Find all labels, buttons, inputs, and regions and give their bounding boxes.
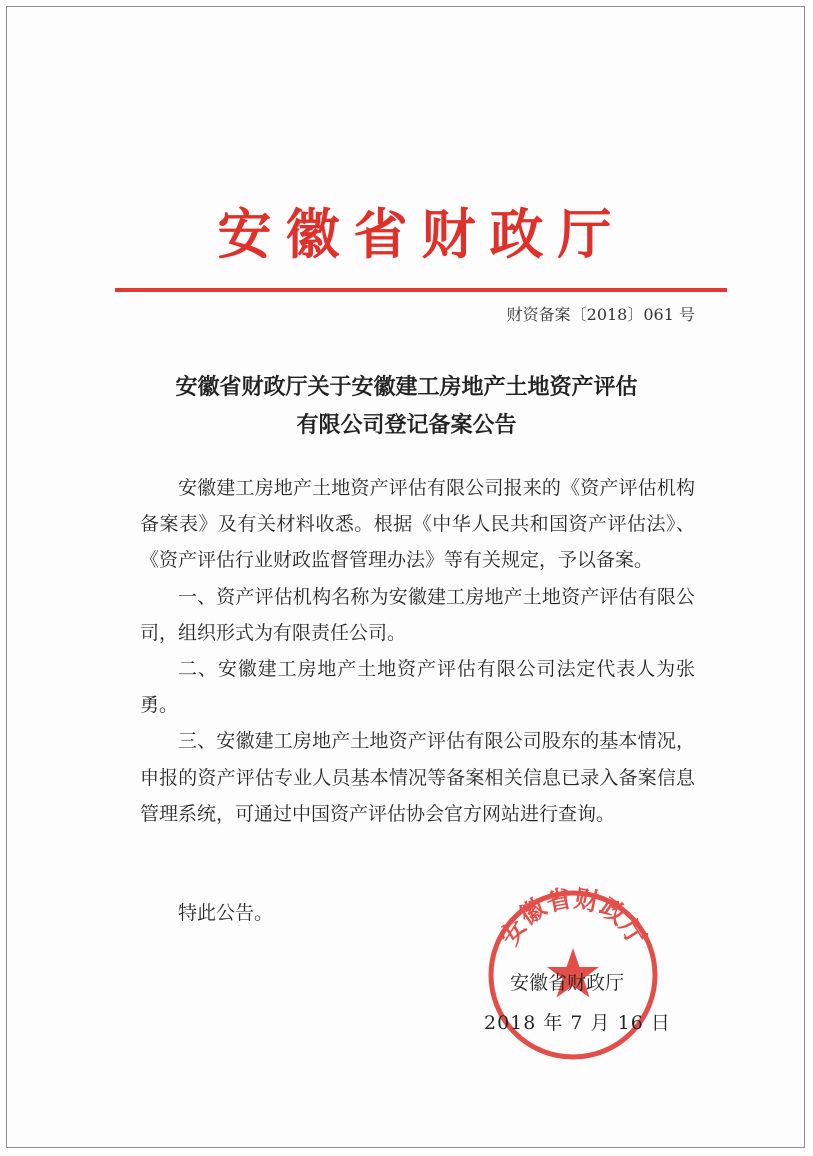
body-paragraph-intro: 安徽建工房地产土地资产评估有限公司报来的《资产评估机构备案表》及有关材料收悉。根据《中华人民共和国资产评估法》、《资产评估行业财政监督管理办法》等有关规定，予以备案。 — [140, 477, 695, 572]
body-paragraph-item-1: 一、资产评估机构名称为安徽建工房地产土地资产评估有限公司，组织形式为有限责任公司。 — [140, 585, 695, 644]
seal-text: 安徽省财政厅 — [494, 883, 652, 951]
document-title — [0, 368, 813, 444]
body-paragraph-item-3: 三、安徽建工房地产土地资产评估有限公司股东的基本情况，申报的资产评估专业人员基本情况等备案相关信息已录入备案信息管理系统，可通过中国资产评估协会官方网站进行查询。 — [140, 730, 695, 825]
signing-agency: 安徽省财政厅 — [510, 972, 625, 994]
document-title-line-2: 有限公司登记备案公告 — [296, 412, 517, 438]
document-body — [140, 470, 695, 832]
document-number: 财资备案〔2018〕061 号 — [506, 305, 695, 324]
closing-statement: 特此公告。 — [178, 902, 274, 924]
signing-date: 2018 年 7 月 16 日 — [484, 1012, 671, 1034]
document-title-line-1: 安徽省财政厅关于安徽建工房地产土地资产评估 — [175, 374, 638, 400]
body-paragraph-item-2: 二、安徽建工房地产土地资产评估有限公司法定代表人为张勇。 — [140, 658, 695, 717]
letterhead-red-rule — [115, 288, 727, 292]
letterhead-title: 安徽省财政厅 — [217, 202, 626, 266]
